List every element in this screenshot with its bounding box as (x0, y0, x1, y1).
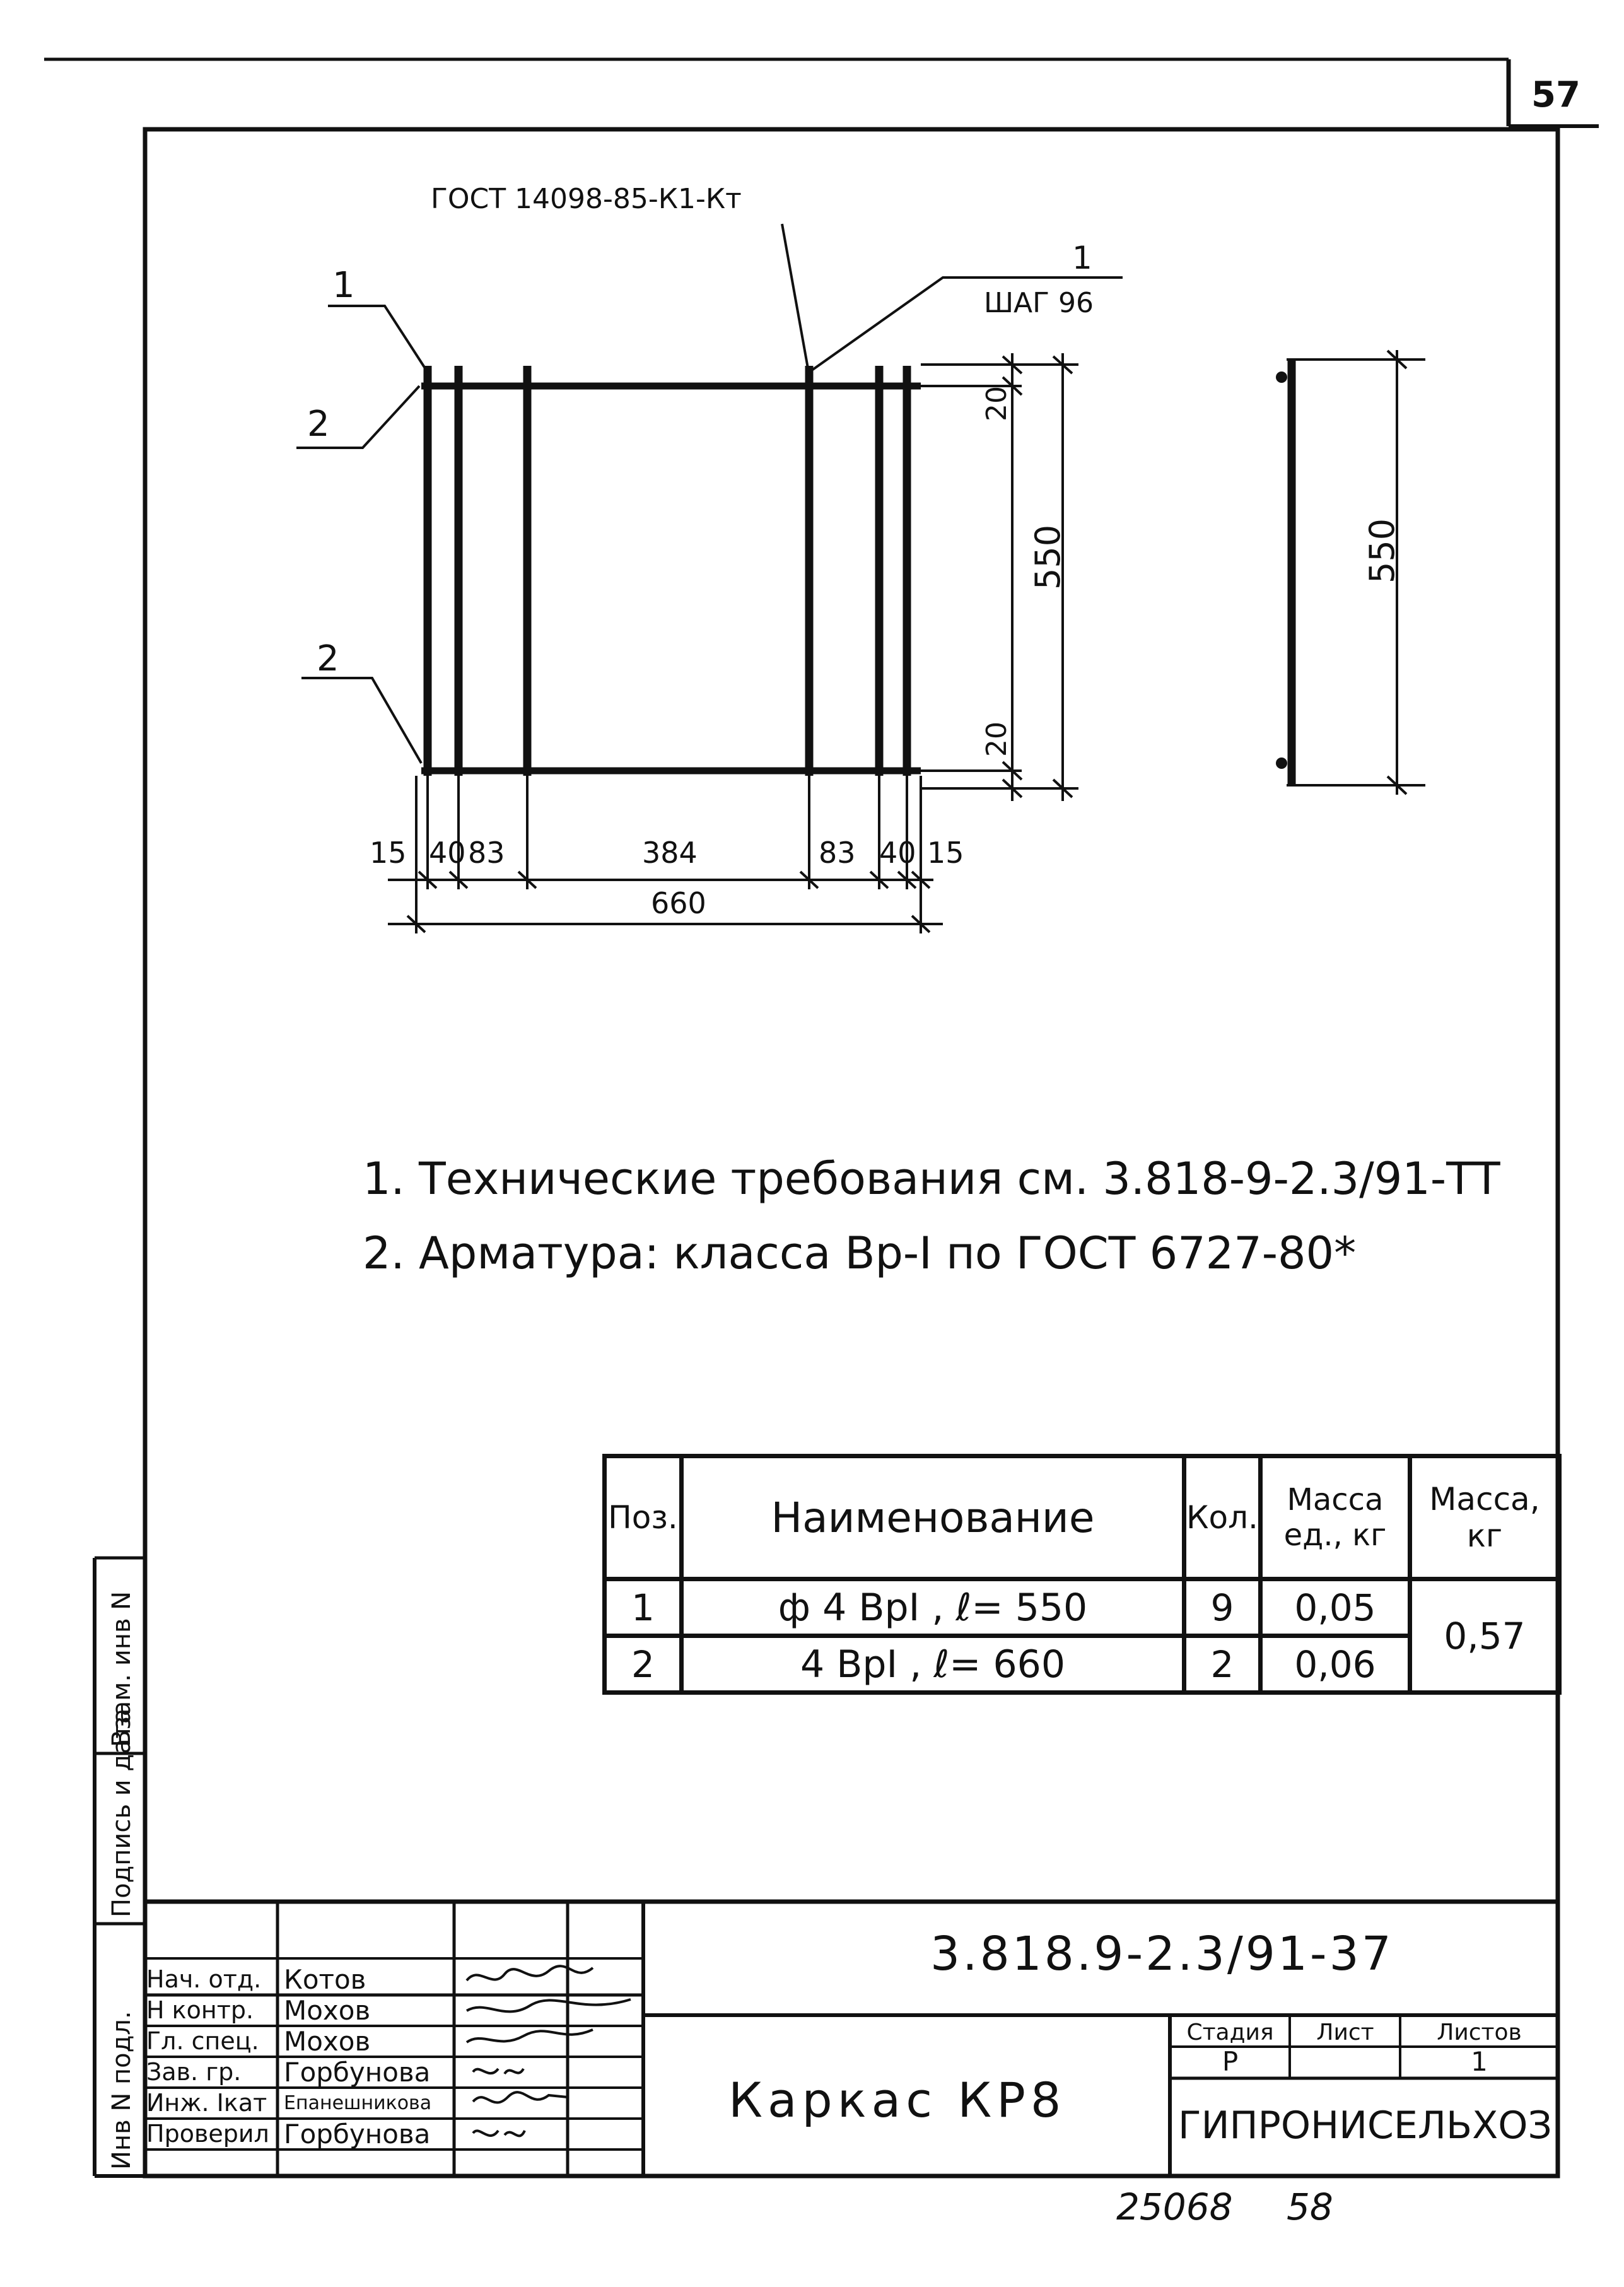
role-2: Н контр. (146, 1996, 254, 2024)
dim-15-left: 15 (370, 836, 407, 870)
spec-table (602, 1454, 1562, 1695)
dim-550-side: 550 (1362, 518, 1402, 583)
footer-number-right: 58 (1287, 2185, 1333, 2228)
role-3: Гл. спец. (146, 2027, 259, 2055)
note-1: 1. Технические требования см. 3.818-9-2.3/91-ТТ (363, 1153, 1500, 1205)
doc-code: 3.818.9-2.3/91-37 (930, 1927, 1394, 1981)
front-view-bars (421, 386, 921, 771)
note-2: 2. Арматура: класса Вр-I по ГОСТ 6727-80* (363, 1227, 1357, 1279)
signatures-scribbles (454, 1962, 643, 2176)
name-6: Горбунова (284, 2119, 431, 2150)
name-4: Горбунова (284, 2057, 431, 2088)
row2-qty: 2 (1184, 1636, 1261, 1693)
pos1-step-label: 1 (1072, 240, 1092, 276)
org-name: ГИПРОНИСЕЛЬХОЗ (1178, 2103, 1552, 2148)
row2-unit-mass: 0,06 (1260, 1636, 1410, 1693)
th-name: Наименование (682, 1456, 1184, 1579)
name-1: Котов (284, 1964, 366, 1995)
role-5: Инж. Iкат (146, 2089, 267, 2117)
row1-name: ф 4 ВрI , ℓ= 550 (682, 1579, 1184, 1636)
stage-value: Р (1222, 2046, 1239, 2077)
side-view (1276, 350, 1425, 795)
total-mass: 0,57 (1410, 1579, 1559, 1693)
role-1: Нач. отд. (146, 1965, 262, 1993)
dim-660: 660 (651, 886, 706, 920)
th-unit-mass: Масса ед., кг (1260, 1456, 1410, 1579)
gost-callout: ГОСТ 14098-85-К1-Кт (431, 183, 742, 215)
stage-header: Стадия (1186, 2020, 1274, 2045)
notes (363, 1142, 1500, 1290)
name-5: Епанешникова (284, 2092, 432, 2114)
pos2-label-top: 2 (307, 404, 330, 445)
step-label: ШАГ 96 (984, 287, 1094, 319)
dim-550-front: 550 (1028, 524, 1068, 590)
pos2-label-bottom: 2 (317, 638, 339, 679)
front-view-rods (428, 366, 907, 776)
name-3: Мохов (284, 2026, 371, 2057)
th-mass: Масса, кг (1410, 1456, 1559, 1579)
dim-83-right: 83 (819, 836, 856, 870)
dim-40-right: 40 (879, 836, 916, 870)
th-qty: Кол. (1184, 1456, 1261, 1579)
dim-top-20: 20 (981, 386, 1013, 421)
row2-name: 4 ВрI , ℓ= 660 (682, 1636, 1184, 1693)
pos1-label: 1 (332, 265, 355, 306)
row1-unit-mass: 0,05 (1260, 1579, 1410, 1636)
sheets-value: 1 (1471, 2046, 1488, 2077)
dim-83-left: 83 (468, 836, 505, 870)
dim-15-right: 15 (927, 836, 964, 870)
sheet-number: 57 (1531, 74, 1580, 115)
role-4: Зав. гр. (146, 2058, 242, 2086)
stamp-inv-orig: Инв N подл. (107, 2011, 136, 2170)
stamp-sign-date: Подпись и дата (107, 1708, 136, 1917)
row1-qty: 9 (1184, 1579, 1261, 1636)
dim-bottom-20: 20 (981, 722, 1013, 757)
dim-40-left: 40 (429, 836, 466, 870)
footer-number-left: 25068 (1116, 2185, 1233, 2228)
table-row (605, 1579, 1560, 1636)
row2-pos: 2 (605, 1636, 682, 1693)
drawing-title: Каркас КР8 (728, 2072, 1066, 2128)
stamp-replace-inv: Взам. инв N (107, 1591, 136, 1747)
th-pos: Поз. (605, 1456, 682, 1579)
name-2: Мохов (284, 1995, 371, 2026)
sheet-header: Лист (1316, 2020, 1374, 2045)
role-6: Проверил (146, 2120, 269, 2148)
sheets-header: Листов (1437, 2020, 1522, 2045)
row1-pos: 1 (605, 1579, 682, 1636)
dim-384: 384 (642, 836, 698, 870)
